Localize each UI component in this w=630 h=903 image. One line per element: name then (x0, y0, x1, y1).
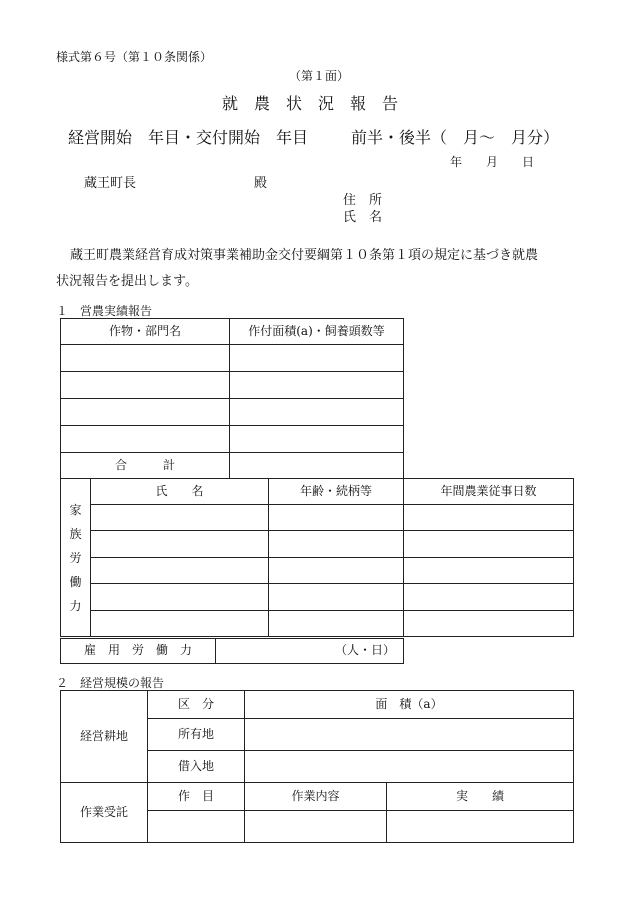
page-label: （第１面） (289, 69, 350, 83)
leased-land-area[interactable] (245, 751, 574, 783)
days-cell[interactable] (404, 611, 574, 637)
area-cell[interactable] (230, 345, 404, 372)
hired-labor-label: 雇 用 労 働 力 (61, 639, 216, 664)
days-cell[interactable] (404, 505, 574, 531)
crop-table (60, 318, 404, 479)
contract-work-label: 作業受託 (61, 783, 148, 843)
col-header-category: 区 分 (148, 691, 245, 719)
crop-cell[interactable] (61, 345, 230, 372)
col-header-work-item: 作 目 (148, 783, 245, 811)
date-line: 年 月 日 (450, 155, 535, 169)
area-cell[interactable] (230, 426, 404, 453)
name-cell[interactable] (91, 611, 269, 637)
total-cell[interactable] (230, 453, 404, 479)
addressee: 蔵王町長 (84, 176, 137, 191)
owned-land-area[interactable] (245, 719, 574, 751)
farm-scale-table (60, 690, 574, 843)
days-cell[interactable] (404, 558, 574, 584)
unit-label: （人・日） (334, 643, 395, 658)
crop-cell[interactable] (61, 372, 230, 399)
section1-heading: １ 営農実績報告 (56, 304, 153, 318)
honorific: 殿 (254, 176, 268, 191)
age-cell[interactable] (269, 531, 404, 558)
total-label: 合 計 (61, 453, 230, 479)
body-text-line-2: 状況報告を提出します。 (56, 274, 198, 289)
area-cell[interactable] (230, 372, 404, 399)
family-labor-label: 家 族 労 働 力 (61, 479, 91, 637)
form-number: 様式第６号（第１０条関係） (56, 50, 213, 64)
days-cell[interactable] (404, 584, 574, 611)
name-cell[interactable] (91, 558, 269, 584)
days-cell[interactable] (404, 531, 574, 558)
work-content-cell[interactable] (245, 811, 387, 843)
crop-cell[interactable] (61, 399, 230, 426)
section2-heading: ２ 経営規模の報告 (56, 676, 165, 690)
crop-cell[interactable] (61, 426, 230, 453)
body-text-line-1: 蔵王町農業経営育成対策事業補助金交付要綱第１０条第１項の規定に基づき就農 (70, 248, 539, 263)
hired-labor-table (60, 638, 404, 664)
half-period-line: 前半・後半（ 月～ 月分） (351, 128, 560, 147)
age-cell[interactable] (269, 558, 404, 584)
col-header-area: 作付面積(a)・飼養頭数等 (230, 319, 404, 345)
col-header-days: 年間農業従事日数 (404, 479, 574, 505)
age-cell[interactable] (269, 611, 404, 637)
name-cell[interactable] (91, 531, 269, 558)
area-cell[interactable] (230, 399, 404, 426)
family-labor-table (60, 478, 574, 637)
col-header-work-content: 作業内容 (245, 783, 387, 811)
leased-land-label: 借入地 (148, 751, 245, 783)
col-header-area: 面 積（a） (245, 691, 574, 719)
owned-land-label: 所有地 (148, 719, 245, 751)
age-cell[interactable] (269, 505, 404, 531)
col-header-age: 年齢・続柄等 (269, 479, 404, 505)
page-title: 就 農 状 況 報 告 (222, 94, 399, 113)
results-cell[interactable] (387, 811, 574, 843)
address-label: 住 所 (343, 193, 383, 208)
hired-labor-value[interactable] (216, 639, 404, 664)
col-header-name: 氏 名 (91, 479, 269, 505)
farmland-label: 経営耕地 (61, 691, 148, 783)
col-header-crop: 作物・部門名 (61, 319, 230, 345)
period-line: 経営開始 年目・交付開始 年目 (68, 128, 309, 147)
name-label: 氏 名 (343, 210, 383, 225)
name-cell[interactable] (91, 584, 269, 611)
work-item-cell[interactable] (148, 811, 245, 843)
age-cell[interactable] (269, 584, 404, 611)
col-header-results: 実 績 (387, 783, 574, 811)
name-cell[interactable] (91, 505, 269, 531)
